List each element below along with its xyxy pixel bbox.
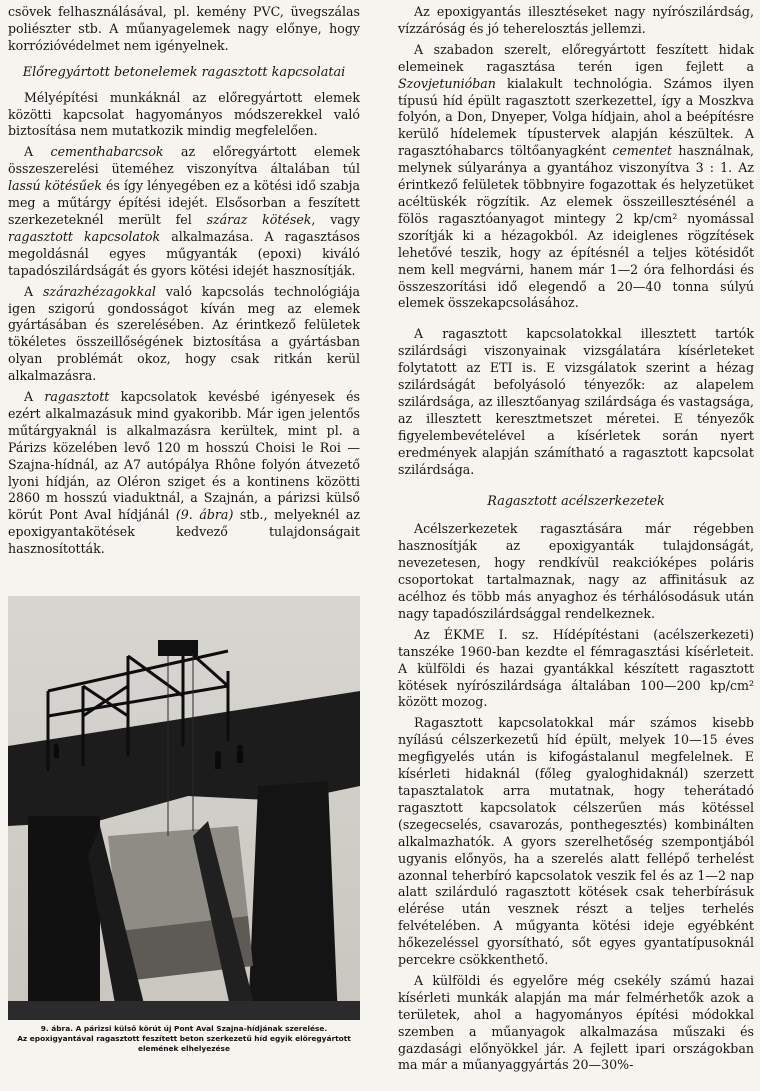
caption-line-1: 9. ábra. A párizsi külső körút új Pont Aval Szajna-hídjának szerelése. [40, 1024, 328, 1033]
left-column [8, 4, 360, 562]
left-paragraph-4: A ragasztott kapcsolatok kevésbé igényesek és ezért alkalmazásuk mind gyakoribb. Már igen jelentős műtárgyaknál is alkalmazásra kerültek, mint pl. a Párizs közelében levő 120 m hosszú Choisi le Roi — Szajna-hídnál, az A7 autópálya Rhône folyón átvezető lyoni hídján, az Oléron sziget és a kontinens közötti 2860 m hosszú viaduktnál, a Szajnán, a párizsi külső körút Pont Aval hídjánál (9. ábra) stb., melyeknél az epoxigyantakötések kedvező tulajdonságait hasznosították. [8, 389, 360, 557]
right-paragraph-1: Az epoxigyantás illesztéseket nagy nyírószilárdság, vízzáróság és jó teherelosztás jellemzi. [398, 4, 754, 36]
right-paragraph-3: A ragasztott kapcsolatokkal illesztett tartók szilárdsági viszonyainak vizsgálatára kísérleteket folytatott az ETI is. E vizsgálatok szerint a hézag szilárdságát befolyásoló tényezők: az alapelem szilárdsága, az illesztőanyag szilárdsága és vastagsága, az illesztett keresztmetszet méretei. E tényezők figyelembevételével a kísérletek során nyert eredmények alapján számítható a ragasztott kapcsolat szilárdsága. [398, 326, 754, 477]
left-paragraph-3: A szárazhézagokkal való kapcsolás technológiája igen szigorú gondosságot kíván meg az elemek gyártásában és szerelésében. Az érintkező felületek tökéletes összeillőségének biztosítása a gyártásban olyan problémát okoz, hogy csak ritkán kerül alkalmazásra. [8, 283, 360, 384]
caption-line-2: Az epoxigyantával ragasztott feszített beton szerkezetű híd egyik előregyártott elemének elhelyezése [17, 1034, 351, 1054]
left-paragraph-2: A cementhabarcsok az előregyártott elemek összeszerelési üteméhez viszonyítva általában túl lassú kötésűek és így lényegében ez a kötési idő szabja meg a műtárgy építési idejét. Elsősorban a feszített szerkezeteknél merült fel száraz kötések, vagy ragasztott kapcsolatok alkalmazása. A ragasztásos megoldásnál egyes műgyanták (epoxi) kiváló tapadószilárdságát és gyors kötési idejét hasznosítják. [8, 144, 360, 278]
right-paragraph-7: A külföldi és egyelőre még csekély számú hazai kísérleti munkák alapján ma már felmérhetők azok a területek, ahol a hagyományos építési módokkal szemben a műanyagok alkalmazása műszaki és gazdasági előnyökkel jár. A fejlett ipari országokban ma már a műanyaggyártás 20—30%- [398, 972, 754, 1073]
bridge-photo-figure [8, 596, 360, 1020]
left-paragraph-continued: csövek felhasználásával, pl. kemény PVC, üvegszálas poliészter stb. A műanyagelemek nagy előnye, hogy korrózióvédelmet nem igényelnek. [8, 4, 360, 53]
bridge-construction-photo [8, 596, 360, 1020]
right-column [398, 4, 754, 1078]
section-heading-steel-structures: Ragasztott acélszerkezetek [487, 494, 665, 510]
section-heading-precast-concrete: Előregyártott betonelemek ragasztott kapcsolatai [22, 64, 346, 80]
right-paragraph-5: Az ÉKME I. sz. Hídépítéstani (acélszerkezeti) tanszéke 1960-ban kezdte el fémragasztási kísérleteit. A külföldi és hazai gyantákkal készített ragasztott kötések nyírószilárdsága általában 100—200 kp/cm² között mozog. [398, 626, 754, 710]
figure-caption [8, 1024, 360, 1055]
right-paragraph-4: Acélszerkezetek ragasztására már régebben hasznosítják az epoxigyanták tulajdonságát, nevezetesen, hogy rendkívül reakcióképes poláris csoportokat tartalmaznak, nagy az affinitásuk az acélhoz és több más anyaghoz és térhálósodásuk után nagy tapadószilárdsággal rendelkeznek. [398, 521, 754, 621]
left-paragraph-1: Mélyépítési munkáknál az előregyártott elemek közötti kapcsolat hagyományos módszerekkel való biztosítása nem mutatkozik mindig megfelelően. [8, 89, 360, 139]
right-paragraph-2: A szabadon szerelt, előregyártott feszített hidak elemeinek ragasztása terén igen fejlett a Szovjetunióban kialakult technológia. Számos ilyen típusú híd épült ragasztott szerkezettel, így a Moszkva folyón, a Don, Dnyeper, Volga hídjain, ahol a beépítésre kerülő hídelemek típustervek alapján készültek. A ragasztóhabarcs töltőanyagként cementet használnak, melynek súlyaránya a gyantához viszonyítva 3 : 1. Az érintkező felületek többnyire fogazottak és helyzetüket acéltüskék rögzítik. Az elemek összeillesztésénél a fölös ragasztóanyagot mintegy 2 kp/cm² nyomással szorítják ki a hézagokból. Az ideiglenes rögzítések lehetővé teszik, hogy az építésnél a teljes kötésidőt nem kell megvárni, hanem már 1—2 óra felhordási és összeszorítási idő elegendő a 20—40 tonna súlyú elemek összekapcsolásához. [398, 41, 755, 311]
right-paragraph-6: Ragasztott kapcsolatokkal már számos kisebb nyílású célszerkezetű híd épült, melyek 10—15 éves megfigyelés után is kifogástalanul megfelelnek. E kísérleti hidaknál (főleg gyaloghidaknál) szerzett tapasztalatok arra mutatnak, hogy teherátadó ragasztott kapcsolatok célszerűen más kötéssel (szegecselés, csavarozás, ponthegesztés) kombinálten alkalmazhatók. A gyors szerelhetőség szempontjából ugyanis előnyös, ha a szerelés alatt fellépő terhelést azonnal teherbíró kapcsolatok veszik fel és az 1—2 nap alatt szilárduló ragasztott kötések csak teherbírásuk elérése után vesznek részt a teljes terhelés felvételében. A műgyanta kötési ideje egyébként hőkezeléssel gyorsítható, sőt egyes gyantatípusoknál percekre csökkenthető. [398, 715, 754, 968]
